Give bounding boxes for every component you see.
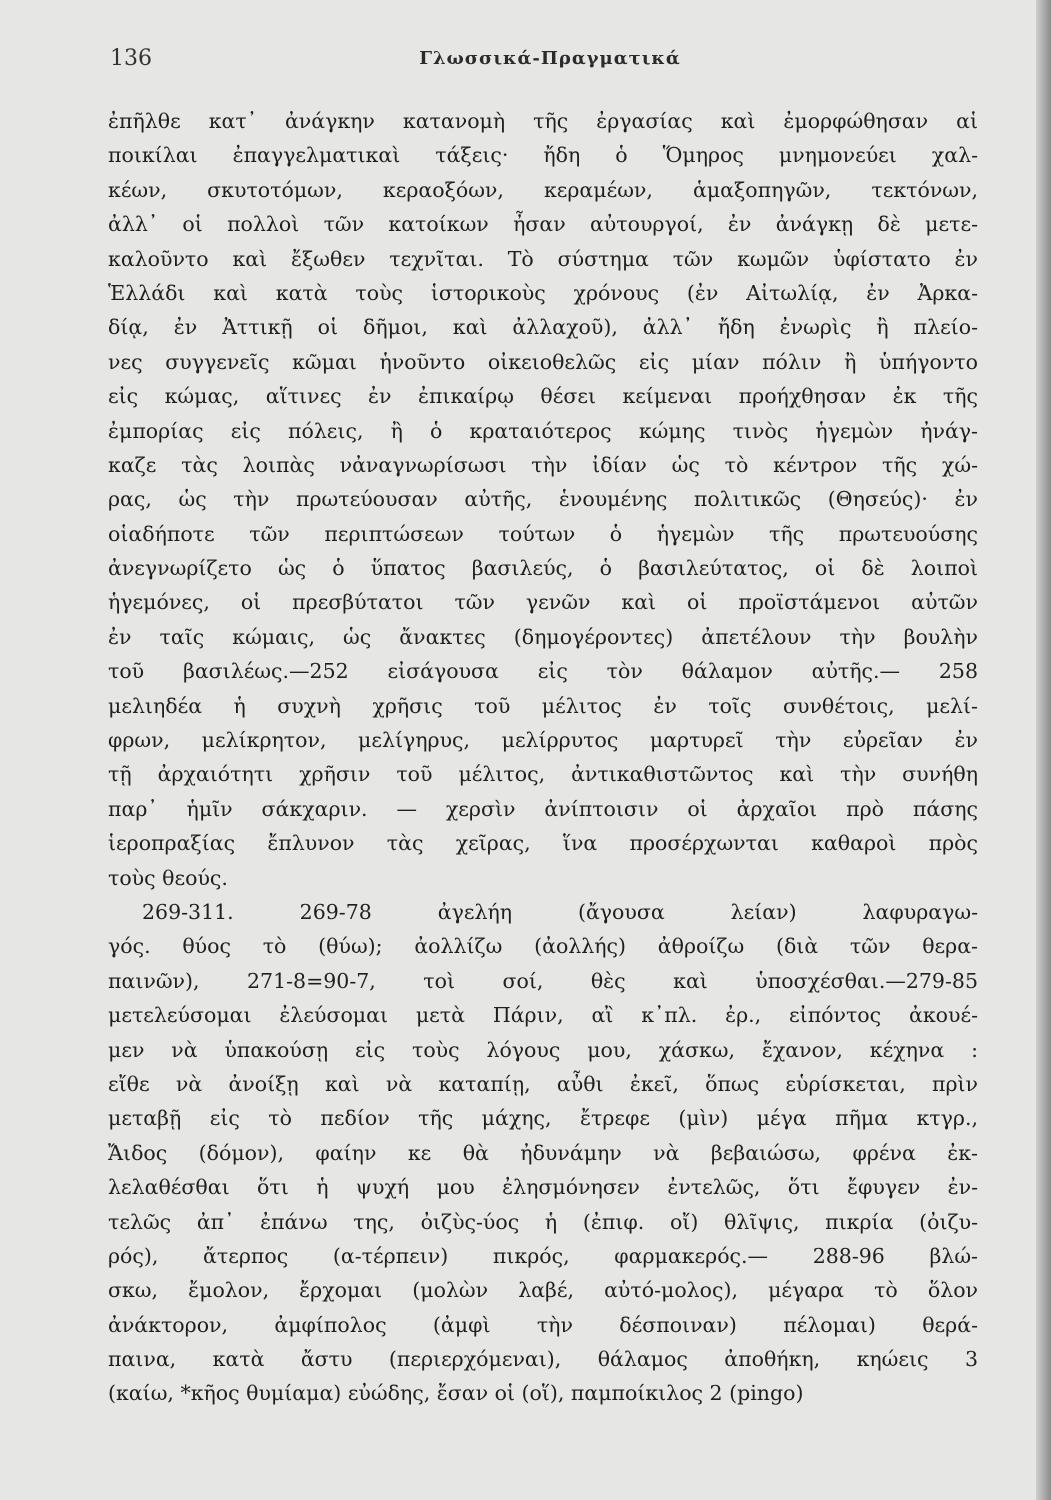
page-edge bbox=[1036, 0, 1051, 1500]
text-line: ἀνάκτορον, ἀμφίπολος (ἀμφὶ τὴν δέσποιναν) πέλομαι) θερά- bbox=[108, 1312, 978, 1337]
text-line: (καίω, *κῆος θυμίαμα) εὐώδης, ἔσαν οἱ (οἵ), παμποίκιλος 2 (pingo) bbox=[108, 1381, 804, 1406]
text-line: οἱαδήποτε τῶν περιπτώσεων τούτων ὁ ἡγεμὼν τῆς πρωτευούσης bbox=[108, 521, 978, 546]
running-title: Γλωσσικά-Πραγματικά bbox=[419, 48, 681, 69]
text-line: μεν νὰ ὑπακούσῃ εἰς τοὺς λόγους μου, χάσκω, ἔχανον, κέχηνα : bbox=[108, 1037, 978, 1062]
text-line: Ἄιδος (δόμον), φαίην κε θὰ ἠδυνάμην νὰ βεβαιώσω, φρένα ἐκ- bbox=[108, 1140, 978, 1165]
text-line: φρων, μελίκρητον, μελίγηρυς, μελίρρυτος μαρτυρεῖ τὴν εὐρεῖαν ἐν bbox=[108, 728, 978, 753]
text-line: τοῦ βασιλέως.—252 εἰσάγουσα εἰς τὸν θάλαμον αὐτῆς.— 258 bbox=[108, 659, 978, 684]
text-line: ἱεροπραξίας ἔπλυνον τὰς χεῖρας, ἵνα προσέρχωνται καθαροὶ πρὸς bbox=[108, 831, 978, 856]
text-line: δίᾳ, ἐν Ἀττικῇ οἱ δῆμοι, καὶ ἀλλαχοῦ), ἀλλ᾽ ἤδη ἐνωρὶς ἢ πλείο- bbox=[108, 315, 978, 340]
body-text bbox=[108, 104, 978, 1411]
text-line: κέων, σκυτοτόμων, κεραοξόων, κεραμέων, ἁμαξοπηγῶν, τεκτόνων, bbox=[108, 177, 978, 202]
text-line: καζε τὰς λοιπὰς νἀναγνωρίσωσι τὴν ἰδίαν ὡς τὸ κέντρον τῆς χώ- bbox=[108, 452, 978, 477]
text-line: παινῶν), 271-8=90-7, τοὶ σοί, θὲς καὶ ὑποσχέσθαι.—279-85 bbox=[108, 968, 978, 993]
text-line: 269-311. 269-78 ἀγελήη (ἄγουσα λείαν) λαφυραγω- bbox=[142, 899, 978, 924]
text-line: τῇ ἀρχαιότητι χρῆσιν τοῦ μέλιτος, ἀντικαθιστῶντος καὶ τὴν συνήθη bbox=[108, 762, 978, 787]
text-line: παρ᾽ ἡμῖν σάκχαριν. — χερσὶν ἀνίπτοισιν οἱ ἀρχαῖοι πρὸ πάσης bbox=[108, 796, 978, 821]
text-line: ἐν ταῖς κώμαις, ὡς ἄνακτες (δημογέροντες) ἀπετέλουν τὴν βουλὴν bbox=[108, 624, 978, 649]
page-number: 136 bbox=[110, 46, 152, 71]
text-line: γός. θύος τὸ (θύω); ἀολλίζω (ἀολλής) ἀθροίζω (διὰ τῶν θερα- bbox=[108, 934, 978, 959]
text-line: τελῶς ἀπ᾽ ἐπάνω της, ὀιζὺς-ύος ἡ (ἐπιφ. οἴ) θλῖψις, πικρία (ὀιζυ- bbox=[108, 1209, 978, 1234]
text-line: ἡγεμόνες, οἱ πρεσβύτατοι τῶν γενῶν καὶ οἱ προϊστάμενοι αὐτῶν bbox=[108, 590, 978, 615]
text-line: ἐμπορίας εἰς πόλεις, ἢ ὁ κραταιότερος κώμης τινὸς ἡγεμὼν ἠνάγ- bbox=[108, 418, 978, 443]
text-line: εἴθε νὰ ἀνοίξῃ καὶ νὰ καταπίῃ, αὖθι ἐκεῖ, ὅπως εὑρίσκεται, πρὶν bbox=[108, 1071, 978, 1096]
text-line: λελαθέσθαι ὅτι ἡ ψυχή μου ἐλησμόνησεν ἐντελῶς, ὅτι ἔφυγεν ἐν- bbox=[108, 1175, 978, 1200]
text-line: ἀλλ᾽ οἱ πολλοὶ τῶν κατοίκων ἦσαν αὐτουργοί, ἐν ἀνάγκῃ δὲ μετε- bbox=[108, 212, 978, 237]
text-line: νες συγγενεῖς κῶμαι ἡνοῦντο οἰκειοθελῶς εἰς μίαν πόλιν ἢ ὑπήγοντο bbox=[108, 349, 978, 374]
text-line: ἐπῆλθε κατ᾽ ἀνάγκην κατανομὴ τῆς ἐργασίας καὶ ἐμορφώθησαν αἱ bbox=[108, 109, 978, 133]
text-line: μελιηδέα ἡ συχνὴ χρῆσις τοῦ μέλιτος ἐν τοῖς συνθέτοις, μελί- bbox=[108, 693, 978, 718]
text-line: Ἑλλάδι καὶ κατὰ τοὺς ἱστορικοὺς χρόνους (ἐν Αἰτωλίᾳ, ἐν Ἀρκα- bbox=[108, 280, 978, 305]
page-header bbox=[110, 46, 990, 76]
text-line: παινα, κατὰ ἄστυ (περιερχόμεναι), θάλαμος ἀποθήκη, κηώεις 3 bbox=[108, 1347, 978, 1372]
text-line: μεταβῇ εἰς τὸ πεδίον τῆς μάχης, ἔτρεφε (μὶν) μέγα πῆμα κτγρ., bbox=[108, 1106, 978, 1131]
text-line: ρός), ἄτερπος (α-τέρπειν) πικρός, φαρμακερός.— 288-96 βλώ- bbox=[108, 1243, 978, 1268]
text-line: μετελεύσομαι ἐλεύσομαι μετὰ Πάριν, αἲ κ᾽πλ. ἐρ., εἰπόντος ἀκουέ- bbox=[108, 1003, 978, 1028]
text-line: καλοῦντο καὶ ἔξωθεν τεχνῖται. Τὸ σύστημα τῶν κωμῶν ὑφίστατο ἐν bbox=[108, 246, 978, 271]
text-line: ἀνεγνωρίζετο ὡς ὁ ὕπατος βασιλεύς, ὁ βασιλεύτατος, οἱ δὲ λοιποὶ bbox=[108, 556, 978, 581]
text-line: εἰς κώμας, αἵτινες ἐν ἐπικαίρῳ θέσει κείμεναι προήχθησαν ἐκ τῆς bbox=[108, 384, 978, 409]
text-line: τοὺς θεούς. bbox=[108, 865, 228, 890]
text-line: σκω, ἔμολον, ἔρχομαι (μολὼν λαβέ, αὐτό-μολος), μέγαρα τὸ ὅλον bbox=[108, 1278, 978, 1303]
text-line: ποικίλαι ἐπαγγελματικαὶ τάξεις· ἤδη ὁ Ὅμηρος μνημονεύει χαλ- bbox=[108, 143, 978, 168]
text-line: ρας, ὡς τὴν πρωτεύουσαν αὐτῆς, ἑνουμένης πολιτικῶς (Θησεύς)· ἐν bbox=[108, 487, 978, 512]
